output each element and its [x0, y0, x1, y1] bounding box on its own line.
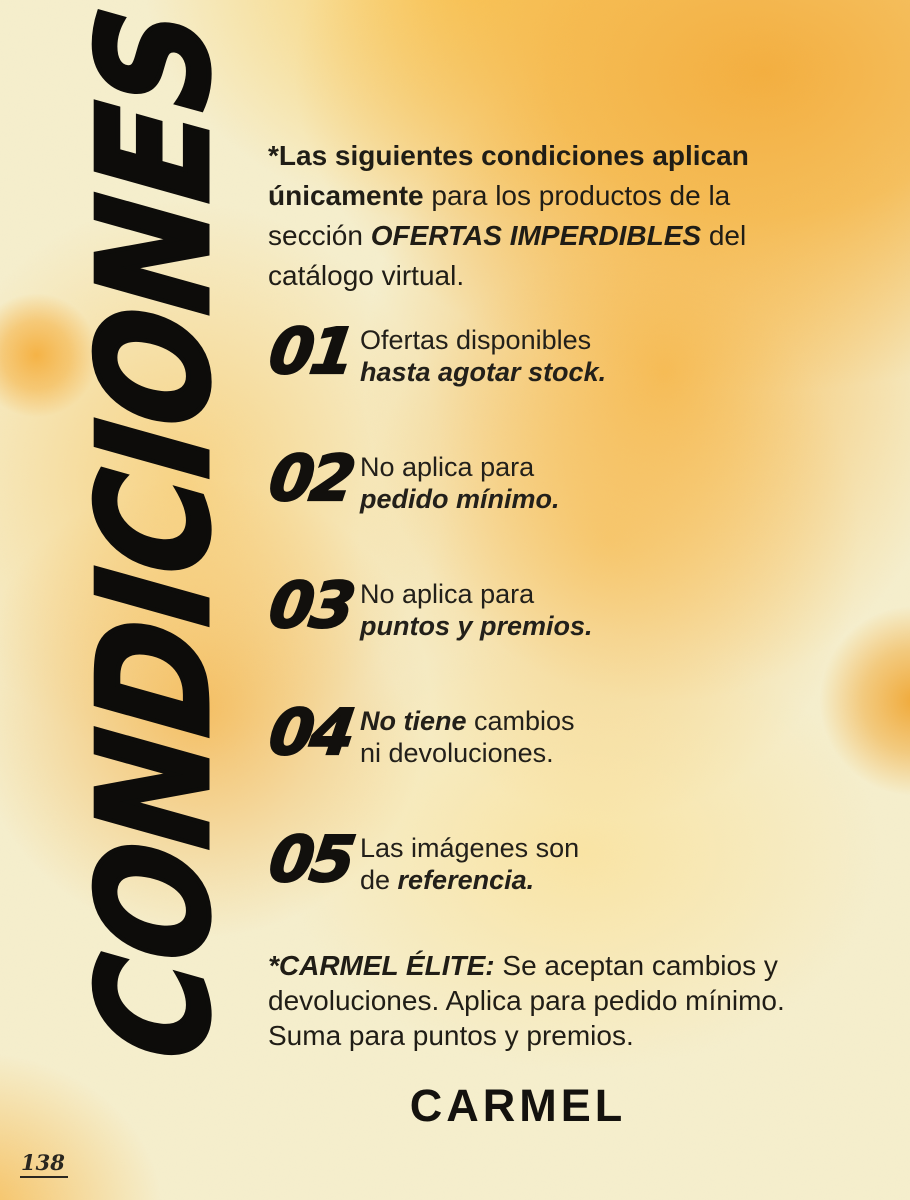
- condition-number: 04: [264, 696, 357, 769]
- text-segment: Las imágenes son: [360, 833, 580, 863]
- text-segment: *Las siguientes condiciones aplican: [268, 140, 749, 171]
- condition-number: 03: [264, 569, 357, 642]
- condition-item: [264, 823, 606, 896]
- vertical-title-text: CONDICIONES: [66, 0, 243, 1066]
- condition-text: [360, 830, 579, 896]
- condition-text: [360, 322, 606, 388]
- page-number: 138: [20, 1150, 68, 1178]
- conditions-list: [264, 315, 607, 957]
- text-segment: pedido mínimo.: [360, 484, 560, 514]
- condition-item: [264, 315, 607, 388]
- text-segment: ni devoluciones.: [360, 738, 554, 768]
- text-segment: sección: [268, 220, 371, 251]
- condition-item: [264, 696, 606, 769]
- text-segment: devoluciones. Aplica para pedido mínimo.: [268, 985, 785, 1016]
- condition-item: [264, 569, 606, 642]
- text-segment: No aplica para: [360, 452, 535, 482]
- text-segment: No aplica para: [360, 579, 535, 609]
- text-segment: cambios: [466, 706, 575, 736]
- condition-number: 05: [264, 823, 357, 896]
- intro-paragraph: [268, 136, 788, 296]
- condition-item: [264, 442, 606, 515]
- text-segment: de: [360, 865, 398, 895]
- text-segment: *CARMEL ÉLITE:: [268, 950, 495, 981]
- text-segment: referencia.: [397, 865, 535, 895]
- condition-number: 02: [264, 442, 357, 515]
- elite-footnote: [268, 948, 808, 1053]
- condition-text: [360, 703, 575, 769]
- text-segment: No tiene: [360, 706, 467, 736]
- condition-number: 01: [264, 315, 357, 388]
- vertical-title: [66, 0, 243, 1066]
- text-segment: Ofertas disponibles: [360, 325, 592, 355]
- text-segment: puntos y premios.: [360, 611, 593, 641]
- text-segment: para los productos de la: [423, 180, 731, 211]
- text-segment: únicamente: [268, 180, 424, 211]
- text-segment: hasta agotar stock.: [360, 357, 607, 387]
- text-segment: OFERTAS IMPERDIBLES: [370, 220, 702, 251]
- text-segment: catálogo virtual.: [268, 260, 465, 291]
- condition-text: [360, 576, 593, 642]
- carmel-logo: CARMEL: [409, 1080, 627, 1131]
- text-segment: del: [701, 220, 747, 251]
- text-segment: Se aceptan cambios y: [494, 950, 778, 981]
- text-segment: Suma para puntos y premios.: [268, 1020, 634, 1051]
- condition-text: [360, 449, 560, 515]
